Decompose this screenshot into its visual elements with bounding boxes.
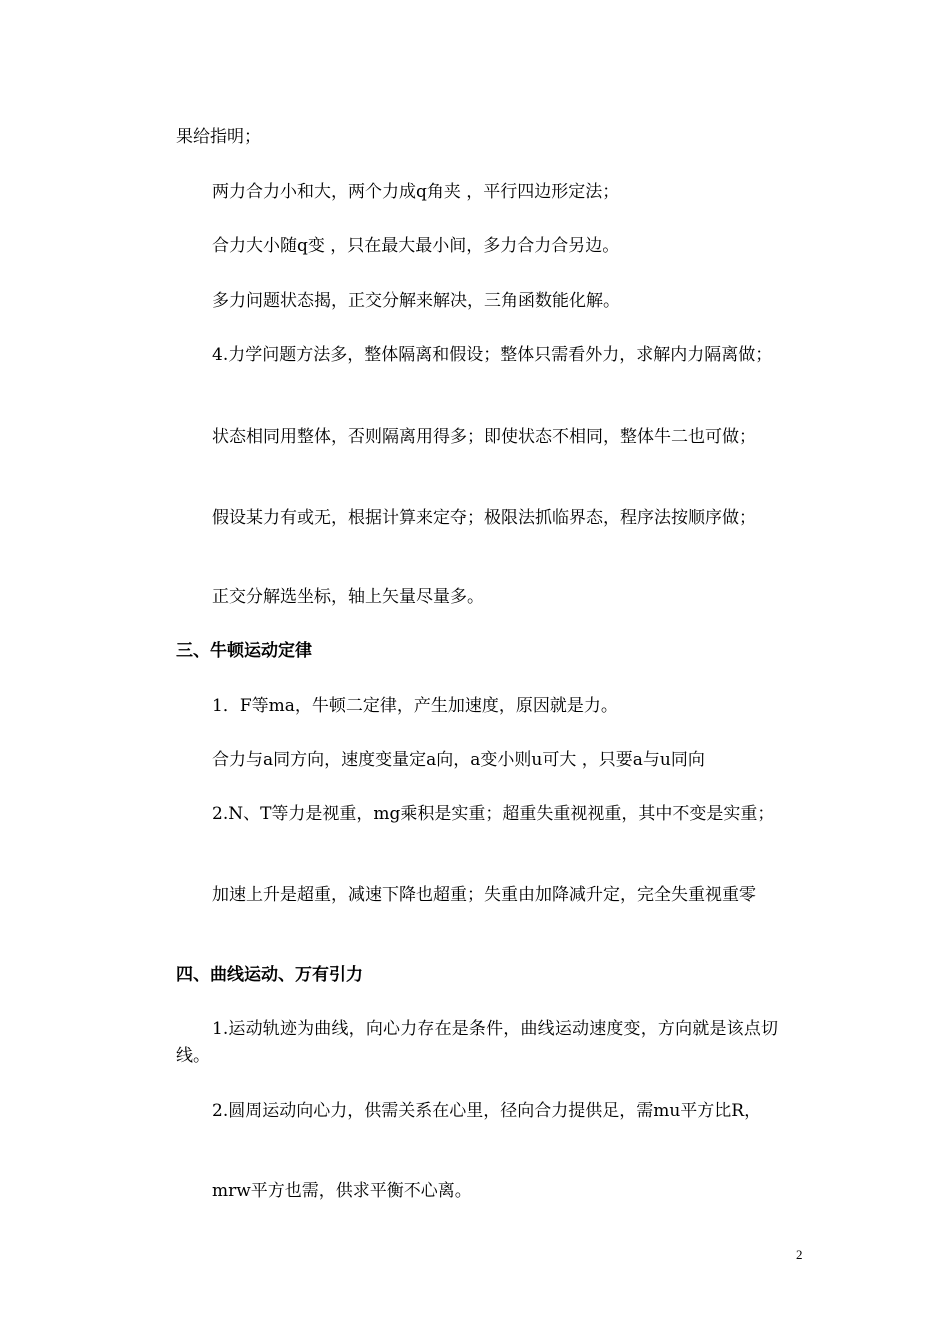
paragraph-verse: 状态相同用整体，否则隔离用得多；即使状态不相同，整体牛二也可做； bbox=[212, 427, 756, 447]
paragraph-verse: 合力与a同方向，速度变量定a向，a变小则u可大 ，只要a与u同向 bbox=[212, 750, 705, 770]
paragraph-verse: 加速上升是超重，减速下降也超重；失重由加降减升定，完全失重视重零 bbox=[212, 885, 756, 905]
paragraph-verse: 假设某力有或无，根据计算来定夺；极限法抓临界态，程序法按顺序做； bbox=[212, 508, 756, 528]
paragraph-verse: 正交分解选坐标，轴上矢量尽量多。 bbox=[212, 587, 484, 607]
paragraph-verse: 合力大小随q变 ，只在最大最小间，多力合力合另边。 bbox=[212, 236, 620, 256]
section-heading: 三、牛顿运动定律 bbox=[176, 641, 312, 661]
paragraph-fragment: 果给指明； bbox=[176, 127, 261, 147]
paragraph-verse: 2.圆周运动向心力，供需关系在心里，径向合力提供足，需mu平方比R， bbox=[212, 1101, 762, 1121]
paragraph-verse: 1.运动轨迹为曲线，向心力存在是条件，曲线运动速度变，方向就是该点切线。 bbox=[176, 1019, 778, 1066]
paragraph-verse: 多力问题状态揭，正交分解来解决，三角函数能化解。 bbox=[212, 291, 620, 311]
section-heading: 四、曲线运动、万有引力 bbox=[176, 965, 363, 985]
paragraph-verse: 1．F等ma，牛顿二定律，产生加速度，原因就是力。 bbox=[212, 696, 618, 716]
page-number: 2 bbox=[796, 1247, 803, 1262]
paragraph-verse: 2.N、T等力是视重，mg乘积是实重；超重失重视视重，其中不变是实重； bbox=[212, 804, 775, 824]
paragraph-verse: mrw平方也需，供求平衡不心离。 bbox=[212, 1181, 472, 1201]
paragraph-verse: 4.力学问题方法多，整体隔离和假设；整体只需看外力，求解内力隔离做； bbox=[212, 345, 773, 365]
paragraph-verse: 两力合力小和大，两个力成q角夹 ，平行四边形定法； bbox=[212, 182, 620, 202]
